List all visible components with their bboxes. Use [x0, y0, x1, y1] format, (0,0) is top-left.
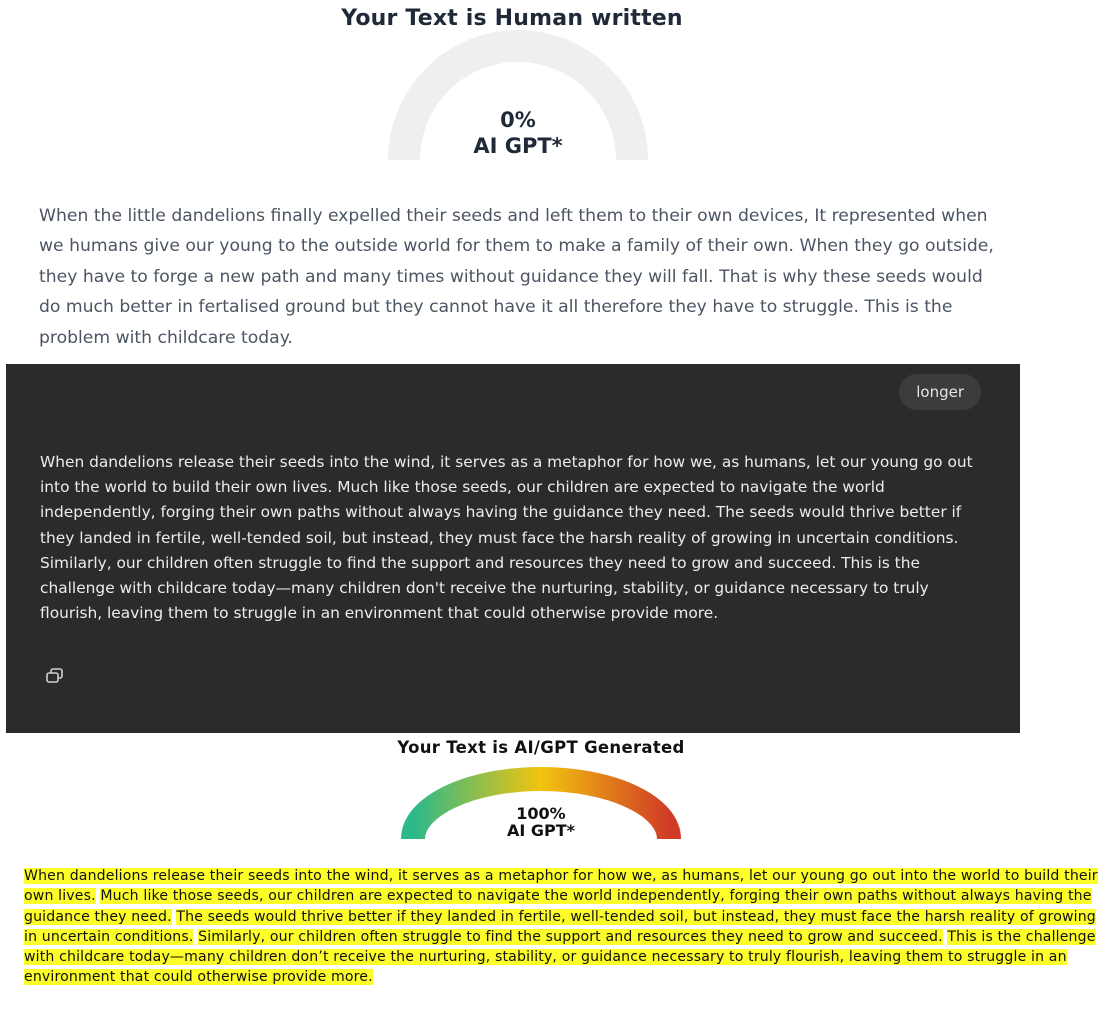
ai-result-title: Your Text is AI/GPT Generated: [397, 738, 685, 757]
highlighted-sentence: This is the challenge with childcare today—many children don’t receive the nurturing, stability, or guidance necessary to truly flourish, leaving them to struggle in an environment that could otherwise provide more.: [24, 928, 1096, 986]
longer-prompt-chip[interactable]: longer: [899, 374, 981, 410]
chat-response-text: When dandelions release their seeds into the wind, it serves as a metaphor for how we, as humans, let our young go out into the world to build their own lives. Much like those seeds, our children are expected to navigate the world independently, forging their own paths without always having the guidance they need. The seeds would thrive better if they landed in fertile, well-tended soil, but instead, they must face the harsh reality of growing in uncertain conditions. Similarly, our children often struggle to find the support and resources they need to grow and succeed. This is the challenge with childcare today—many children don't receive the nurturing, stability, or guidance necessary to truly flourish, leaving them to struggle in an environment that could otherwise provide more.: [40, 453, 973, 623]
ai-gauge-label: AI GPT*: [506, 821, 576, 840]
human-analyzed-text: When the little dandelions finally expelled their seeds and left them to their own devices, It represented when we humans give our young to the outside world for them to make a family of their own. When they go outside, they have to forge a new path and many times without guidance they will fall. That is why these seeds would do much better in fertalised ground but they cannot have it all therefore they have to struggle. This is the problem with childcare today.: [39, 206, 994, 348]
highlighted-sentence: Much like those seeds, our children are expected to navigate the world independently, forging their own paths without always having the guidance they need.: [24, 888, 1092, 925]
ai-gauge: [400, 768, 682, 840]
ai-gauge-percent: 100%: [516, 804, 566, 823]
human-gauge-label: AI GPT*: [473, 134, 563, 158]
ai-analyzed-text: [24, 866, 1104, 988]
human-ai-gauge: [388, 30, 648, 162]
human-result-title: Your Text is Human written: [341, 6, 683, 31]
highlighted-sentence: When dandelions release their seeds into the wind, it serves as a metaphor for how we, as humans, let our young go out into the world to build their own lives.: [24, 868, 1098, 905]
copy-icon[interactable]: [44, 666, 66, 688]
highlighted-sentence: The seeds would thrive better if they landed in fertile, well-tended soil, but instead, they must face the harsh reality of growing in uncertain conditions.: [24, 908, 1096, 945]
highlighted-sentence: Similarly, our children often struggle to find the support and resources they need to grow and succeed.: [198, 928, 943, 945]
chat-response-panel: [6, 364, 1020, 733]
human-gauge-percent: 0%: [500, 108, 536, 132]
